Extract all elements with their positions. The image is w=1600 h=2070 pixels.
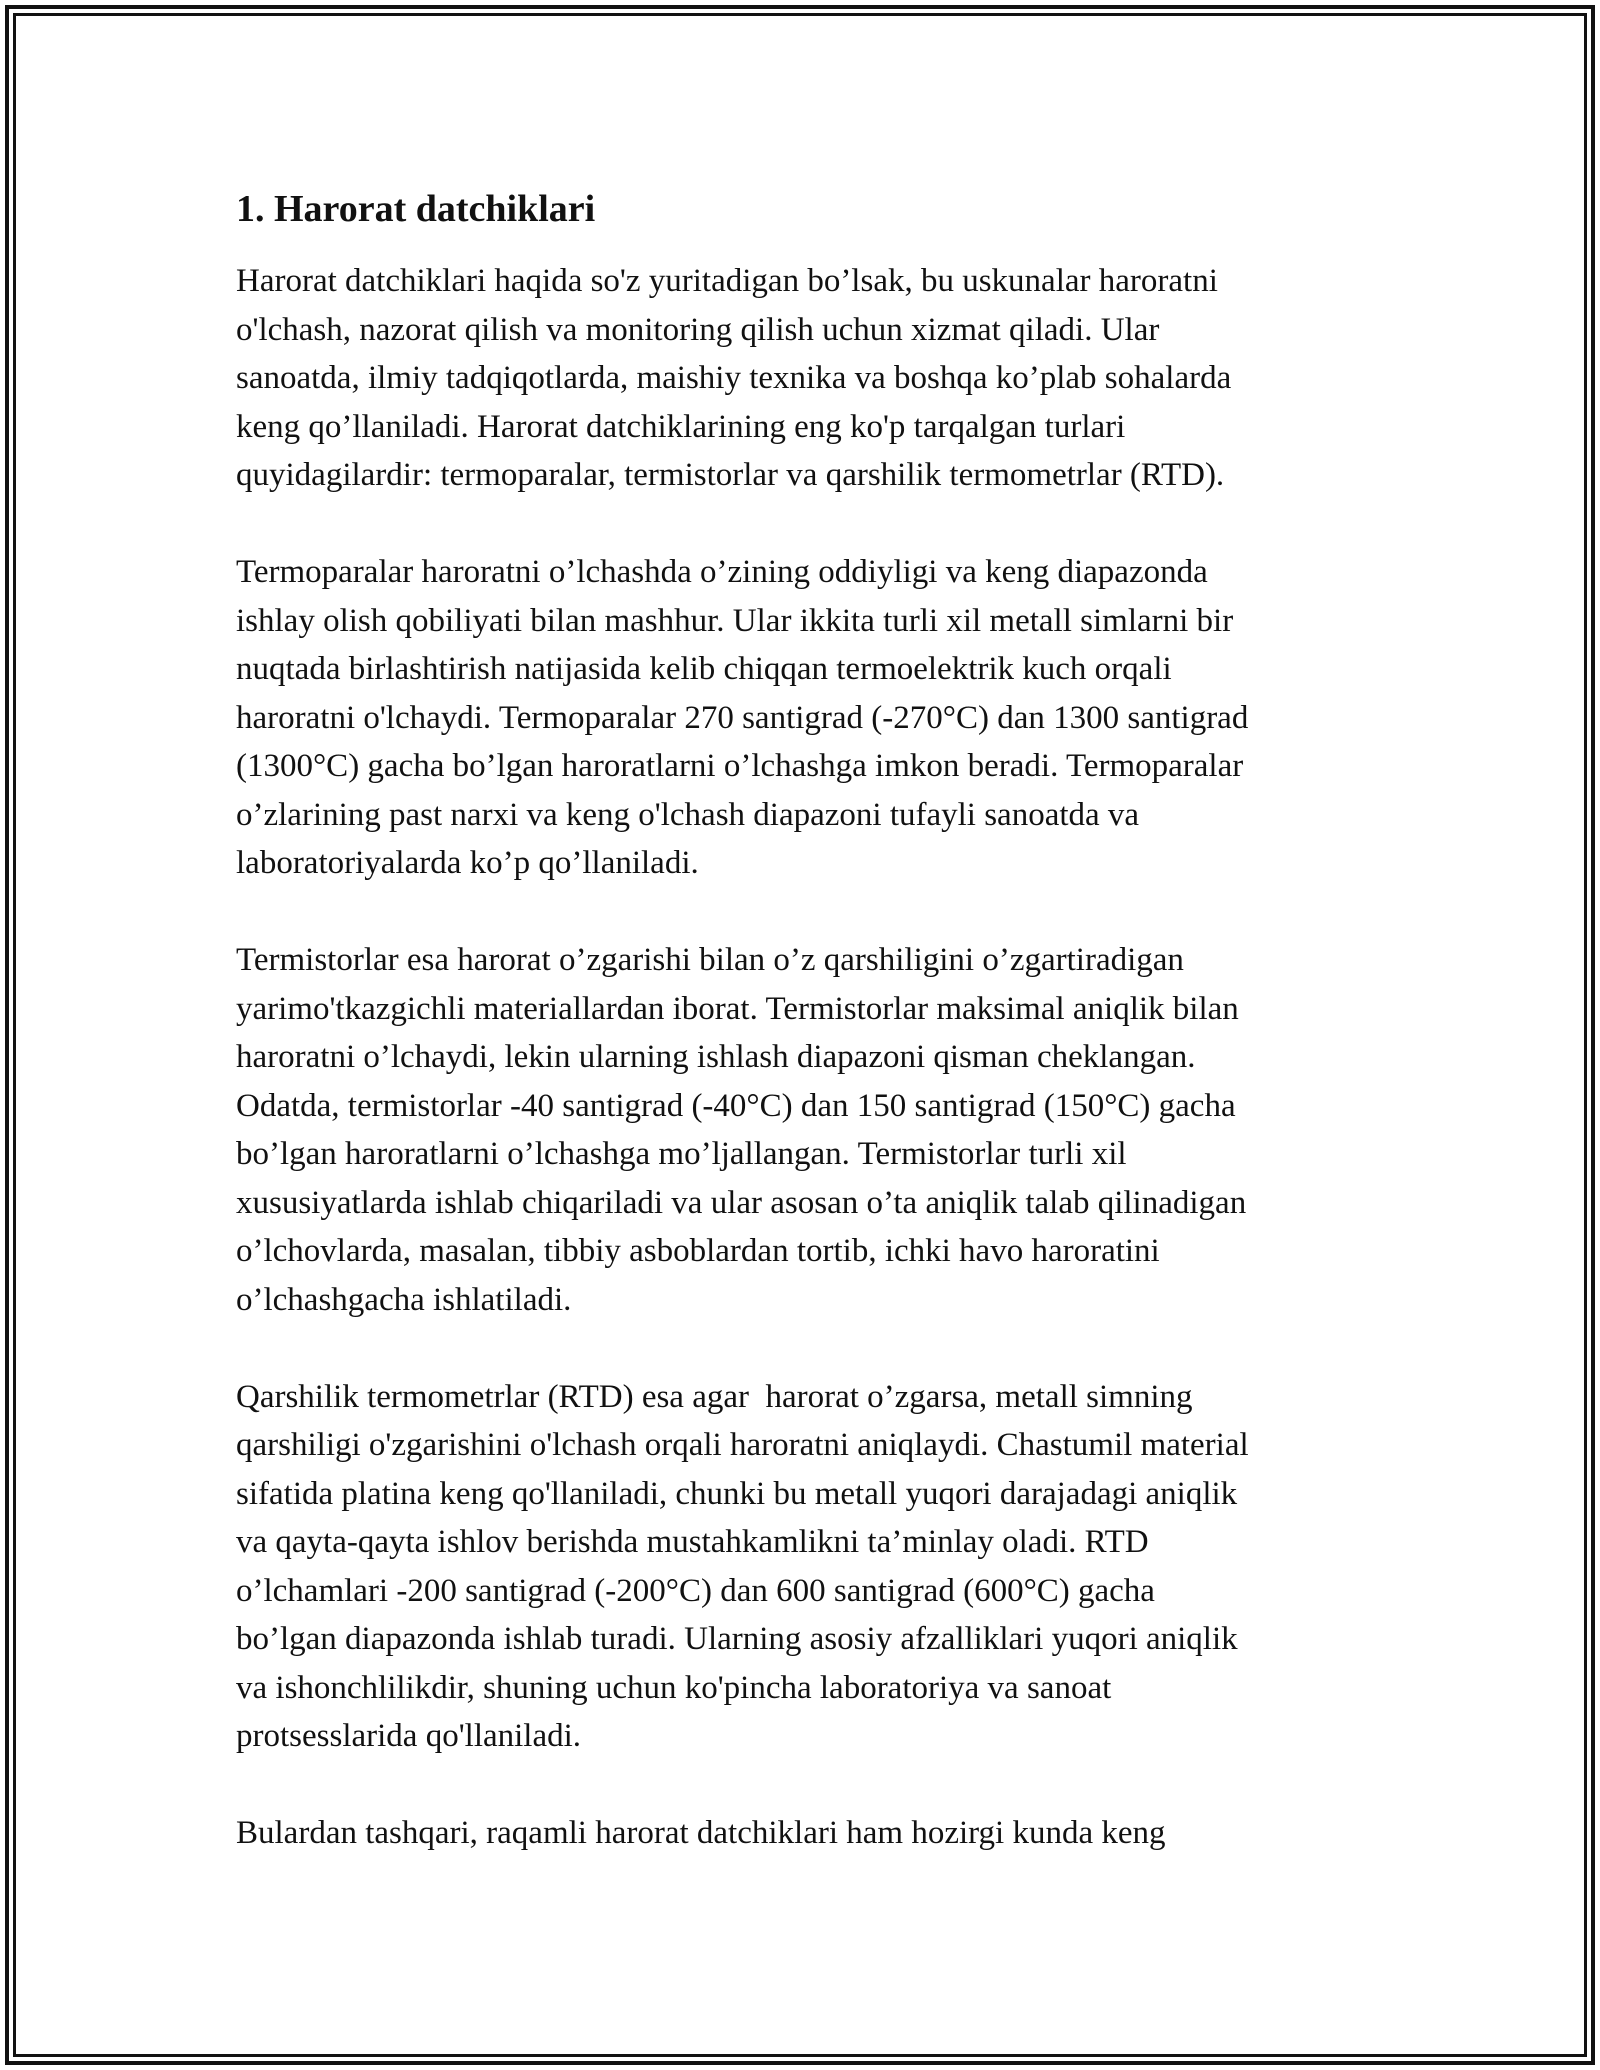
text-line: sifatida platina keng qo'llaniladi, chunki bu metall yuqori darajadagi aniqlik [236, 1475, 1238, 1512]
text-line: bo’lgan haroratlarni o’lchashga mo’ljallangan. Termistorlar turli xil [236, 1136, 1127, 1172]
text-line: o’lchovlarda, masalan, tibbiy asboblardan tortib, ichki havo haroratini [236, 1233, 1160, 1269]
paragraph-digital-sensors [236, 1809, 1396, 1858]
text-line: quyidagilardir: termoparalar, termistorlar va qarshilik termometrlar (RTD). [236, 457, 1225, 493]
text-line: Termoparalar haroratni o’lchashda o’zining oddiyligi va keng diapazonda [236, 554, 1208, 590]
text-line: Harorat datchiklari haqida so'z yuritadigan bo’lsak, bu uskunalar haroratni [236, 263, 1218, 299]
text-line: xususiyatlarda ishlab chiqariladi va ular asosan o’ta aniqlik talab qilinadigan [236, 1184, 1247, 1221]
text-line: sanoatda, ilmiy tadqiqotlarda, maishiy texnika va boshqa ko’plab sohalarda [236, 360, 1232, 396]
paragraph-thermocouples [236, 548, 1396, 888]
text-line: o’zlarining past narxi va keng o'lchash diapazoni tufayli sanoatda va [236, 796, 1140, 833]
paragraph-rtd [236, 1373, 1396, 1761]
text-line: va qayta-qayta ishlov berishda mustahkamlikni ta’minlay oladi. RTD [236, 1524, 1149, 1560]
text-line: nuqtada birlashtirish natijasida kelib chiqqan termoelektrik kuch orqali [236, 651, 1172, 687]
text-line: o’lchamlari -200 santigrad (-200°C) dan 600 santigrad (600°C) gacha [236, 1572, 1155, 1609]
text-line: o'lchash, nazorat qilish va monitoring qilish uchun xizmat qiladi. Ular [236, 311, 1160, 348]
text-line: yarimo'tkazgichli materiallardan iborat. Termistorlar maksimal aniqlik bilan [236, 990, 1239, 1027]
text-line: Bulardan tashqari, raqamli harorat datchiklari ham hozirgi kunda keng [236, 1815, 1166, 1851]
text-line: haroratni o’lchaydi, lekin ularning ishlash diapazoni qisman cheklangan. [236, 1039, 1196, 1075]
text-line: laboratoriyalarda ko’p qo’llaniladi. [236, 845, 699, 881]
document-body [236, 185, 1396, 1906]
text-line: (1300°C) gacha bo’lgan haroratlarni o’lchashga imkon beradi. Termoparalar [236, 748, 1244, 784]
text-line: va ishonchlilikdir, shuning uchun ko'pincha laboratoriya va sanoat [236, 1669, 1112, 1706]
text-line: Odatda, termistorlar -40 santigrad (-40°C) dan 150 santigrad (150°C) gacha [236, 1087, 1236, 1124]
text-line: ishlay olish qobiliyati bilan mashhur. Ular ikkita turli xil metall simlarni bir [236, 602, 1234, 639]
text-line: bo’lgan diapazonda ishlab turadi. Ularning asosiy afzalliklari yuqori aniqlik [236, 1621, 1238, 1657]
text-line: Qarshilik termometrlar (RTD) esa agar harorat o’zgarsa, metall simning [236, 1378, 1193, 1415]
paragraph-thermistors [236, 936, 1396, 1324]
text-line: o’lchashgacha ishlatiladi. [236, 1281, 572, 1318]
paragraph-intro [236, 257, 1396, 500]
text-line: qarshiligi o'zgarishini o'lchash orqali haroratni aniqlaydi. Chastumil material [236, 1427, 1249, 1463]
text-line: protsesslarida qo'llaniladi. [236, 1718, 582, 1754]
section-heading: 1. Harorat datchiklari [236, 188, 596, 230]
text-line: haroratni o'lchaydi. Termoparalar 270 santigrad (-270°C) dan 1300 santigrad [236, 699, 1249, 736]
text-line: Termistorlar esa harorat o’zgarishi bilan o’z qarshiligini o’zgartiradigan [236, 942, 1184, 978]
text-line: keng qo’llaniladi. Harorat datchiklarining eng ko'p tarqalgan turlari [236, 408, 1126, 445]
